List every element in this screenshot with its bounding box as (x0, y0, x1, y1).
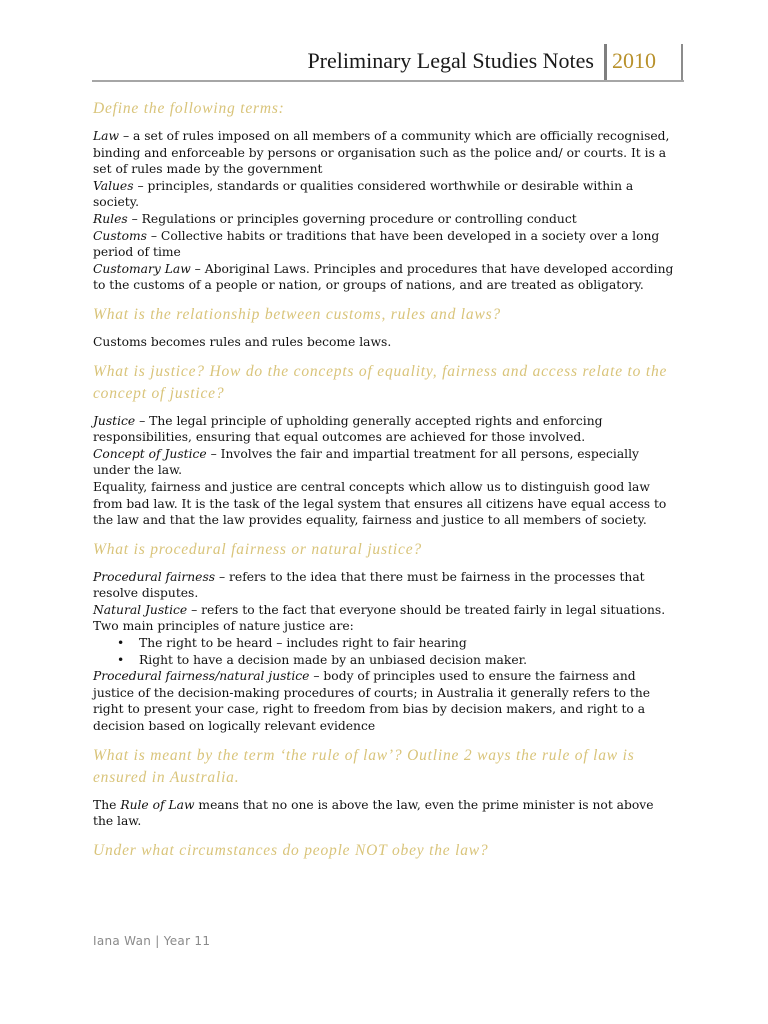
rule-of-law-pre: The (93, 797, 121, 812)
term-law: Law (93, 129, 120, 143)
def-customs: – Collective habits or traditions that have been developed in a society over a long period of time (93, 228, 660, 260)
definition-procedural-fairness (93, 569, 675, 602)
term-pf-nj: Procedural fairness/natural justice (93, 669, 310, 684)
list-item: • Right to have a decision made by an unbiased decision maker. (139, 652, 675, 669)
def-law: – a set of rules imposed on all members of a community which are officially recognised, binding and enforceable by persons or organisation such as the police and/ or courts. It is a set of rules made by the government (93, 129, 670, 177)
term-justice: Justice (93, 413, 136, 428)
definition-justice (93, 413, 675, 446)
document-body (93, 98, 675, 862)
term-rule-of-law: Rule of Law (120, 797, 195, 812)
question-define-terms: Define the following terms: (93, 100, 285, 117)
question-procedural-fairness: What is procedural fairness or natural justice? (93, 540, 422, 558)
def-pf-nj: – body of principles used to ensure the fairness and justice of the decision-making procedures of courts; in Australia it generally refers to the right to present your case, right to freedom from bias by decision makers, and right to a decision based on logically relevant evidence (93, 669, 651, 734)
principles-list (93, 635, 675, 668)
header-rule (92, 80, 684, 82)
page-footer: Iana Wan | Year 11 (93, 934, 211, 948)
answer-rule-of-law (93, 797, 675, 830)
question-rule-of-law: What is meant by the term ‘the rule of law’? Outline 2 ways the rule of law is ensured in Australia. (93, 746, 635, 786)
principles-intro: Two main principles of nature justice are: (93, 619, 354, 634)
header-divider (604, 44, 607, 82)
answer-relationship: Customs becomes rules and rules become laws. (93, 334, 392, 349)
paragraph-equality: Equality, fairness and justice are central concepts which allow us to distinguish good law from bad law. It is the task of the legal system that ensures all citizens have equal access to the law and that the law provides equality, fairness and justice to all members of society. (93, 479, 667, 528)
question-justice: What is justice? How do the concepts of equality, fairness and access relate to the concept of justice? (93, 362, 668, 402)
definition-pf-nj (93, 668, 675, 734)
def-rules: – Regulations or principles governing procedure or controlling conduct (127, 211, 577, 226)
def-values: – principles, standards or qualities considered worthwhile or desirable within a society. (93, 178, 634, 210)
definition-customary-law (93, 261, 675, 294)
term-concept-of-justice: Concept of Justice (93, 446, 207, 461)
header-title: Preliminary Legal Studies Notes (307, 48, 594, 73)
header-divider-right (681, 44, 683, 82)
term-natural-justice: Natural Justice (93, 602, 188, 617)
definition-law (93, 128, 675, 178)
def-justice: – The legal principle of upholding generally accepted rights and enforcing responsibilities, ensuring that equal outcomes are achieved for those involved. (93, 413, 603, 445)
list-item: • The right to be heard – includes right to fair hearing (139, 635, 675, 652)
question-relationship: What is the relationship between customs, rules and laws? (93, 305, 501, 323)
definition-natural-justice (93, 602, 675, 619)
page-header (92, 44, 684, 82)
term-customary-law: Customary Law (93, 261, 191, 276)
rule-of-law-post: means that no one is above the law, even the prime minister is not above the law. (93, 797, 654, 829)
term-customs: Customs (93, 228, 147, 243)
header-year: 2010 (612, 48, 656, 73)
term-rules: Rules (93, 211, 128, 226)
definition-concept-of-justice (93, 446, 675, 479)
term-values: Values (93, 178, 134, 193)
def-concept-of-justice: – Involves the fair and impartial treatment for all persons, especially under the law. (93, 446, 639, 478)
definition-rules (93, 211, 675, 228)
def-customary-law: – Aboriginal Laws. Principles and procedures that have developed according to the customs of a people or nation, or groups of nations, and are treated as obligatory. (93, 261, 674, 293)
definition-values (93, 178, 675, 211)
def-procedural-fairness: – refers to the idea that there must be fairness in the processes that resolve disputes. (93, 569, 645, 601)
term-procedural-fairness: Procedural fairness (93, 569, 216, 584)
question-not-obey: Under what circumstances do people NOT obey the law? (93, 841, 489, 859)
definition-customs (93, 228, 675, 261)
def-natural-justice: – refers to the fact that everyone should be treated fairly in legal situations. (187, 602, 666, 617)
